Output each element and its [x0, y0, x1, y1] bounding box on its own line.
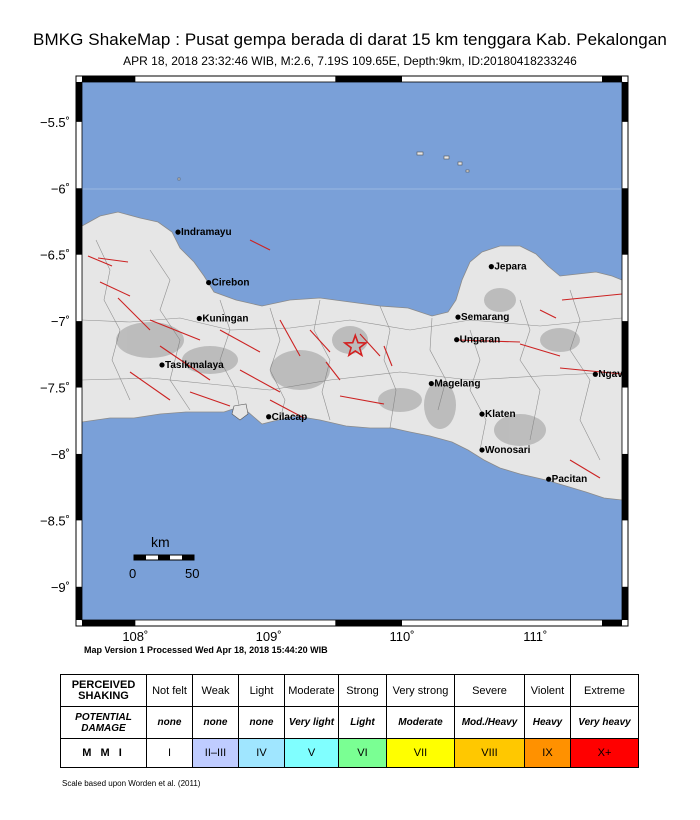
city-marker	[206, 278, 249, 289]
damage-cell: Very heavy	[571, 707, 639, 739]
latitude-label: −6.5˚	[40, 247, 70, 263]
city-label: Indramayu	[181, 227, 232, 239]
city-label: Ungaran	[459, 334, 501, 346]
city-marker	[479, 445, 530, 456]
city-label: Magelang	[434, 378, 481, 390]
shaking-cell: Very strong	[387, 675, 455, 707]
damage-cell: Moderate	[387, 707, 455, 739]
mmi-cell: I	[147, 739, 193, 768]
damage-cell: Light	[339, 707, 387, 739]
shaking-cell: Light	[239, 675, 285, 707]
map-title: BMKG ShakeMap : Pusat gempa berada di darat 15 km tenggara Kab. Pekalongan	[33, 30, 667, 49]
city-dot	[455, 315, 460, 320]
city-dot	[546, 477, 551, 482]
mmi-cell: VII	[387, 739, 455, 768]
damage-cell: Very light	[285, 707, 339, 739]
city-dot	[454, 337, 459, 342]
city-label: Cirebon	[211, 277, 250, 289]
city-marker	[489, 262, 527, 273]
longitude-label: 111˚	[523, 629, 548, 644]
city-label: Tasikmalaya	[165, 359, 224, 371]
longitude-label: 109˚	[255, 629, 282, 644]
city-marker	[479, 409, 515, 420]
city-marker	[546, 474, 587, 485]
city-dot	[479, 411, 484, 416]
city-marker	[454, 335, 500, 346]
mmi-cell: IX	[525, 739, 571, 768]
event-info: APR 18, 2018 23:32:46 WIB, M:2.6, 7.19S 109.65E, Depth:9km, ID:20180418233246	[123, 54, 577, 68]
shaking-cell: Strong	[339, 675, 387, 707]
city-dot	[206, 280, 211, 285]
longitude-label: 108˚	[122, 629, 149, 644]
damage-cell: Mod./Heavy	[455, 707, 525, 739]
city-label: Kuningan	[202, 313, 249, 325]
city-dot	[159, 362, 164, 367]
city-label: Pacitan	[551, 474, 588, 486]
mmi-cell: X+	[571, 739, 639, 768]
shaking-cell: Moderate	[285, 675, 339, 707]
mmi-cell: IV	[239, 739, 285, 768]
mmi-cell: VIII	[455, 739, 525, 768]
city-label: Jepara	[494, 261, 527, 273]
shaking-cell: Severe	[455, 675, 525, 707]
scale-bar-start: 0	[129, 566, 137, 581]
potential-damage-header: POTENTIAL DAMAGE	[61, 707, 147, 739]
city-dot	[489, 264, 494, 269]
damage-cell: none	[239, 707, 285, 739]
perceived-shaking-header: PERCEIVED SHAKING	[61, 675, 147, 707]
city-dot	[175, 230, 180, 235]
latitude-label: −8.5˚	[40, 513, 70, 529]
version-note: Map Version 1 Processed Wed Apr 18, 2018 15:44:20 WIB	[84, 645, 328, 655]
latitude-label: −9˚	[50, 579, 70, 595]
shaking-cell: Weak	[193, 675, 239, 707]
city-marker	[266, 412, 307, 423]
city-dot	[197, 316, 202, 321]
city-marker	[175, 227, 231, 238]
longitude-label: 110˚	[389, 629, 415, 644]
damage-cell: Heavy	[525, 707, 571, 739]
scale-bar-end: 50	[185, 566, 200, 581]
damage-cell: none	[193, 707, 239, 739]
scale-bar-unit: km	[151, 534, 170, 550]
mmi-cell: VI	[339, 739, 387, 768]
city-dot	[429, 381, 434, 386]
city-marker	[429, 379, 481, 390]
damage-cell: none	[147, 707, 193, 739]
mmi-header: M M I	[61, 739, 147, 768]
latitude-label: −5.5˚	[40, 114, 70, 130]
city-label: Wonosari	[485, 444, 531, 456]
city-marker	[197, 313, 249, 324]
latitude-label: −8˚	[50, 446, 70, 462]
city-dot	[593, 372, 598, 377]
shaking-cell: Not felt	[147, 675, 193, 707]
latitude-label: −6˚	[50, 181, 70, 197]
longitude-labels	[122, 629, 547, 644]
latitude-label: −7.5˚	[40, 380, 70, 396]
mmi-cell: V	[285, 739, 339, 768]
shaking-cell: Extreme	[571, 675, 639, 707]
city-dot	[266, 414, 271, 419]
city-label: Semarang	[461, 312, 510, 324]
city-dot	[479, 447, 484, 452]
intensity-legend	[60, 674, 639, 768]
city-marker	[455, 312, 509, 323]
latitude-labels	[40, 115, 70, 595]
scale-note: Scale based upon Worden et al. (2011)	[62, 779, 201, 788]
city-marker	[159, 360, 224, 371]
city-label: Cilacap	[271, 411, 308, 423]
latitude-label: −7˚	[50, 314, 70, 330]
shaking-cell: Violent	[525, 675, 571, 707]
mmi-cell: II–III	[193, 739, 239, 768]
city-label: Ngav	[598, 369, 623, 381]
city-label: Klaten	[485, 409, 516, 421]
